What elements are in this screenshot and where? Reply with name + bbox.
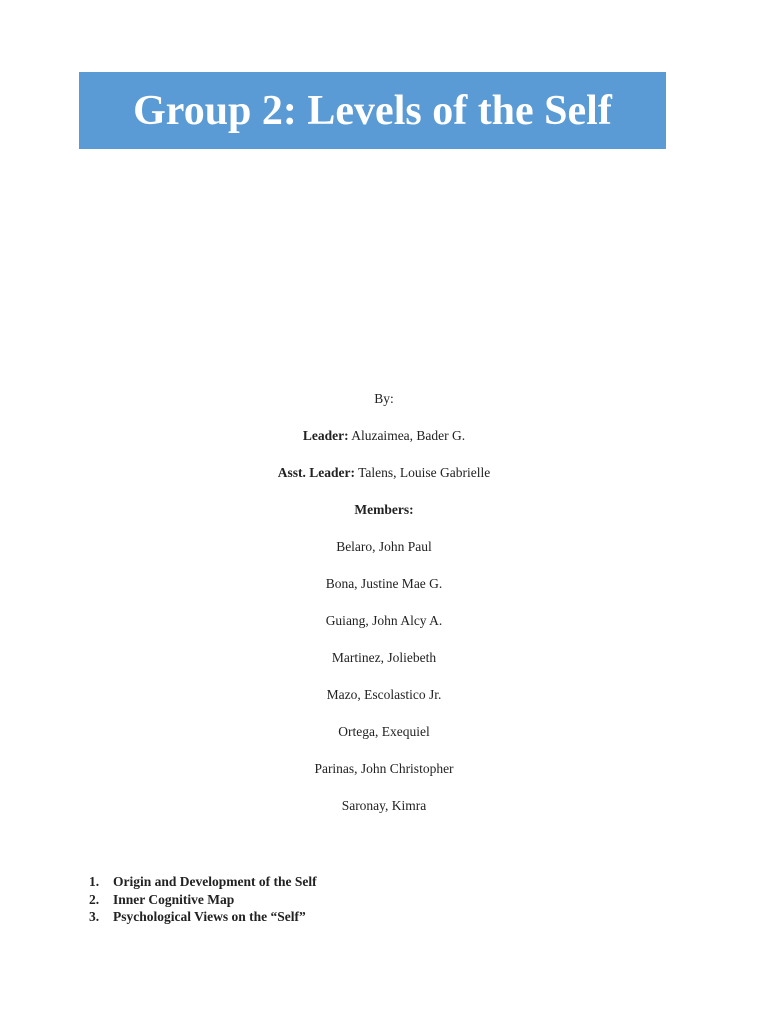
member-name: Ortega, Exequiel xyxy=(338,724,430,739)
members-heading xyxy=(0,500,768,520)
topic-label: Psychological Views on the “Self” xyxy=(113,909,306,924)
document-title: Group 2: Levels of the Self xyxy=(133,87,612,134)
member-name: Mazo, Escolastico Jr. xyxy=(326,687,442,702)
topic-label: Inner Cognitive Map xyxy=(113,891,235,907)
leader-label: Leader: xyxy=(302,428,349,443)
by-line: By: xyxy=(374,391,394,406)
credits-section xyxy=(0,389,768,833)
topic-item xyxy=(89,891,317,909)
member-name: Saronay, Kimra xyxy=(341,798,427,813)
members-label: Members: xyxy=(354,502,414,517)
member-name: Martinez, Joliebeth xyxy=(331,650,437,665)
topic-number: 2. xyxy=(89,891,100,907)
topics-list xyxy=(89,873,317,926)
title-banner xyxy=(79,72,666,149)
asst-leader-label: Asst. Leader: xyxy=(277,465,355,480)
topic-label: Origin and Development of the Self xyxy=(113,874,317,889)
member-name: Bona, Justine Mae G. xyxy=(325,576,443,591)
member-name: Parinas, John Christopher xyxy=(314,761,454,776)
topic-item xyxy=(89,908,317,926)
member-name: Guiang, John Alcy A. xyxy=(325,613,443,628)
topic-number: 1. xyxy=(89,874,100,889)
topic-number: 3. xyxy=(89,909,100,924)
asst-leader-name: Talens, Louise Gabrielle xyxy=(358,465,491,480)
leader-line xyxy=(0,426,768,446)
member-name: Belaro, John Paul xyxy=(336,539,432,554)
topic-item xyxy=(89,873,317,891)
asst-leader-line xyxy=(0,463,768,483)
leader-name: Aluzaimea, Bader G. xyxy=(351,428,466,443)
